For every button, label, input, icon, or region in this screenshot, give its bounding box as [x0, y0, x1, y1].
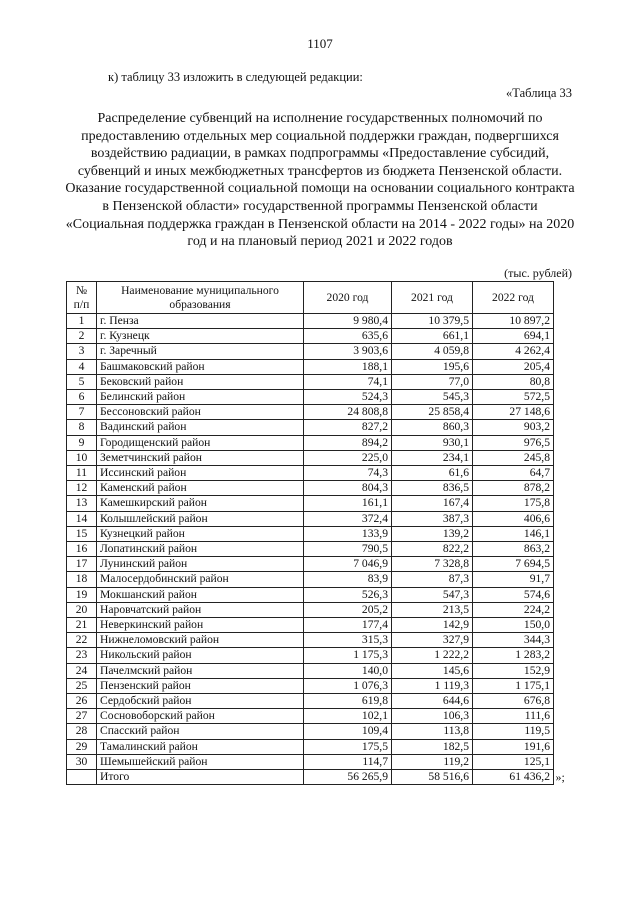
value-2020-cell: 827,2 — [304, 420, 392, 435]
municipality-name-cell: Наровчатский район — [97, 602, 304, 617]
municipality-name-cell: г. Кузнецк — [97, 329, 304, 344]
value-2020-cell: 109,4 — [304, 724, 392, 739]
table-row — [67, 694, 554, 709]
value-2020-cell: 894,2 — [304, 435, 392, 450]
table-row — [67, 754, 554, 769]
value-2020-cell: 225,0 — [304, 450, 392, 465]
value-2021-cell: 661,1 — [392, 329, 473, 344]
municipality-name-cell: Вадинский район — [97, 420, 304, 435]
row-number-cell: 26 — [67, 694, 97, 709]
row-number-cell: 8 — [67, 420, 97, 435]
value-2021-cell: 545,3 — [392, 390, 473, 405]
value-2022-cell: 61 436,2 — [473, 770, 554, 785]
row-number-cell: 14 — [67, 511, 97, 526]
table-body — [67, 314, 554, 785]
row-number-cell: 24 — [67, 663, 97, 678]
value-2021-cell: 327,9 — [392, 633, 473, 648]
value-2022-cell: 903,2 — [473, 420, 554, 435]
municipality-name-cell: г. Заречный — [97, 344, 304, 359]
value-2020-cell: 635,6 — [304, 329, 392, 344]
header-2020: 2020 год — [304, 282, 392, 314]
value-2020-cell: 526,3 — [304, 587, 392, 602]
row-number-cell: 3 — [67, 344, 97, 359]
value-2022-cell: 27 148,6 — [473, 405, 554, 420]
table-row — [67, 420, 554, 435]
header-num: № п/п — [67, 282, 97, 314]
table-row — [67, 405, 554, 420]
value-2020-cell: 188,1 — [304, 359, 392, 374]
row-number-cell: 9 — [67, 435, 97, 450]
value-2021-cell: 58 516,6 — [392, 770, 473, 785]
page-number: 1107 — [307, 36, 333, 51]
municipality-name-cell: Сердобский район — [97, 694, 304, 709]
value-2021-cell: 10 379,5 — [392, 314, 473, 329]
table-row — [67, 587, 554, 602]
table-total-row — [67, 770, 554, 785]
municipality-name-cell: Неверкинский район — [97, 618, 304, 633]
value-2021-cell: 234,1 — [392, 450, 473, 465]
table-row — [67, 724, 554, 739]
municipality-name-cell: Никольский район — [97, 648, 304, 663]
table-row — [67, 678, 554, 693]
value-2022-cell: 694,1 — [473, 329, 554, 344]
value-2022-cell: 406,6 — [473, 511, 554, 526]
row-number-cell — [67, 770, 97, 785]
header-name: Наименование муниципального образования — [97, 282, 304, 314]
municipality-name-cell: Мокшанский район — [97, 587, 304, 602]
municipality-name-cell: Кузнецкий район — [97, 526, 304, 541]
value-2020-cell: 74,3 — [304, 466, 392, 481]
value-2020-cell: 56 265,9 — [304, 770, 392, 785]
row-number-cell: 4 — [67, 359, 97, 374]
value-2021-cell: 1 222,2 — [392, 648, 473, 663]
table-row — [67, 496, 554, 511]
header-2022: 2022 год — [473, 282, 554, 314]
value-2022-cell: 150,0 — [473, 618, 554, 633]
value-2022-cell: 1 283,2 — [473, 648, 554, 663]
table-row — [67, 648, 554, 663]
value-2021-cell: 4 059,8 — [392, 344, 473, 359]
row-number-cell: 11 — [67, 466, 97, 481]
value-2021-cell: 930,1 — [392, 435, 473, 450]
value-2020-cell: 315,3 — [304, 633, 392, 648]
value-2021-cell: 106,3 — [392, 709, 473, 724]
value-2022-cell: 10 897,2 — [473, 314, 554, 329]
value-2021-cell: 61,6 — [392, 466, 473, 481]
row-number-cell: 29 — [67, 739, 97, 754]
value-2022-cell: 111,6 — [473, 709, 554, 724]
value-2021-cell: 25 858,4 — [392, 405, 473, 420]
table-row — [67, 450, 554, 465]
row-number-cell: 10 — [67, 450, 97, 465]
row-number-cell: 6 — [67, 390, 97, 405]
row-number-cell: 5 — [67, 374, 97, 389]
document-title: Распределение субвенций на исполнение государственных полномочий по предоставлению отдельных мер социальной поддержки граждан, подвергшихся воздействию радиации, в рамках подпрограммы «Предоставление субсидий, субвенций и иных межбюджетных трансфертов из бюджета Пензенской области. Оказание государственной социальной помощи на основании социального контракта в Пензенской области» государственной программы Пензенской области «Социальная поддержка граждан в Пензенской области на 2014 - 2022 годы» на 2020 год и на плановый период 2021 и 2022 годов — [65, 111, 575, 250]
value-2022-cell: 146,1 — [473, 526, 554, 541]
value-2021-cell: 113,8 — [392, 724, 473, 739]
value-2022-cell: 119,5 — [473, 724, 554, 739]
value-2021-cell: 145,6 — [392, 663, 473, 678]
value-2021-cell: 822,2 — [392, 542, 473, 557]
table-row — [67, 557, 554, 572]
table-row — [67, 344, 554, 359]
table-row — [67, 739, 554, 754]
value-2020-cell: 74,1 — [304, 374, 392, 389]
table-row — [67, 435, 554, 450]
municipality-name-cell: Городищенский район — [97, 435, 304, 450]
row-number-cell: 18 — [67, 572, 97, 587]
value-2021-cell: 644,6 — [392, 694, 473, 709]
value-2022-cell: 863,2 — [473, 542, 554, 557]
value-2020-cell: 804,3 — [304, 481, 392, 496]
table-row — [67, 329, 554, 344]
municipality-name-cell: Бессоновский район — [97, 405, 304, 420]
value-2020-cell: 102,1 — [304, 709, 392, 724]
table-row — [67, 359, 554, 374]
units-label: (тыс. рублей) — [504, 266, 572, 280]
municipality-name-cell: Лунинский район — [97, 557, 304, 572]
row-number-cell: 25 — [67, 678, 97, 693]
closing-mark: »; — [555, 769, 565, 784]
municipality-name-cell: г. Пенза — [97, 314, 304, 329]
municipality-name-cell: Иссинский район — [97, 466, 304, 481]
row-number-cell: 22 — [67, 633, 97, 648]
table-row — [67, 663, 554, 678]
value-2021-cell: 182,5 — [392, 739, 473, 754]
row-number-cell: 1 — [67, 314, 97, 329]
row-number-cell: 17 — [67, 557, 97, 572]
municipality-name-cell: Малосердобинский район — [97, 572, 304, 587]
value-2020-cell: 790,5 — [304, 542, 392, 557]
table-row — [67, 709, 554, 724]
municipality-name-cell: Камешкирский район — [97, 496, 304, 511]
value-2022-cell: 64,7 — [473, 466, 554, 481]
row-number-cell: 30 — [67, 754, 97, 769]
row-number-cell: 23 — [67, 648, 97, 663]
table-row — [67, 390, 554, 405]
value-2021-cell: 7 328,8 — [392, 557, 473, 572]
value-2020-cell: 24 808,8 — [304, 405, 392, 420]
municipality-name-cell: Бековский район — [97, 374, 304, 389]
value-2020-cell: 161,1 — [304, 496, 392, 511]
row-number-cell: 28 — [67, 724, 97, 739]
municipality-name-cell: Пачелмский район — [97, 663, 304, 678]
table-row — [67, 526, 554, 541]
value-2022-cell: 344,3 — [473, 633, 554, 648]
value-2020-cell: 9 980,4 — [304, 314, 392, 329]
row-number-cell: 21 — [67, 618, 97, 633]
row-number-cell: 20 — [67, 602, 97, 617]
value-2021-cell: 87,3 — [392, 572, 473, 587]
row-number-cell: 19 — [67, 587, 97, 602]
municipality-name-cell: Земетчинский район — [97, 450, 304, 465]
value-2020-cell: 1 076,3 — [304, 678, 392, 693]
value-2021-cell: 547,3 — [392, 587, 473, 602]
table-row — [67, 481, 554, 496]
value-2021-cell: 836,5 — [392, 481, 473, 496]
table-row — [67, 374, 554, 389]
value-2020-cell: 175,5 — [304, 739, 392, 754]
municipality-name-cell: Каменский район — [97, 481, 304, 496]
value-2021-cell: 213,5 — [392, 602, 473, 617]
subvention-table — [66, 281, 554, 785]
value-2022-cell: 4 262,4 — [473, 344, 554, 359]
row-number-cell: 15 — [67, 526, 97, 541]
value-2020-cell: 205,2 — [304, 602, 392, 617]
value-2022-cell: 224,2 — [473, 602, 554, 617]
municipality-name-cell: Белинский район — [97, 390, 304, 405]
value-2022-cell: 976,5 — [473, 435, 554, 450]
value-2022-cell: 572,5 — [473, 390, 554, 405]
value-2021-cell: 195,6 — [392, 359, 473, 374]
value-2020-cell: 524,3 — [304, 390, 392, 405]
table-row — [67, 314, 554, 329]
table-row — [67, 602, 554, 617]
value-2022-cell: 125,1 — [473, 754, 554, 769]
row-number-cell: 7 — [67, 405, 97, 420]
value-2022-cell: 245,8 — [473, 450, 554, 465]
table-row — [67, 572, 554, 587]
table-row — [67, 633, 554, 648]
value-2021-cell: 167,4 — [392, 496, 473, 511]
table-label: «Таблица 33 — [506, 86, 572, 100]
value-2020-cell: 1 175,3 — [304, 648, 392, 663]
value-2021-cell: 1 119,3 — [392, 678, 473, 693]
municipality-name-cell: Итого — [97, 770, 304, 785]
table-row — [67, 542, 554, 557]
value-2022-cell: 7 694,5 — [473, 557, 554, 572]
row-number-cell: 27 — [67, 709, 97, 724]
table-row — [67, 618, 554, 633]
municipality-name-cell: Нижнеломовский район — [97, 633, 304, 648]
row-number-cell: 12 — [67, 481, 97, 496]
value-2021-cell: 142,9 — [392, 618, 473, 633]
municipality-name-cell: Колышлейский район — [97, 511, 304, 526]
table-row — [67, 511, 554, 526]
value-2022-cell: 152,9 — [473, 663, 554, 678]
instruction-text: к) таблицу 33 изложить в следующей редакции: — [108, 70, 363, 84]
row-number-cell: 16 — [67, 542, 97, 557]
municipality-name-cell: Башмаковский район — [97, 359, 304, 374]
header-2021: 2021 год — [392, 282, 473, 314]
municipality-name-cell: Спасский район — [97, 724, 304, 739]
value-2020-cell: 133,9 — [304, 526, 392, 541]
municipality-name-cell: Тамалинский район — [97, 739, 304, 754]
table-header-row — [67, 282, 554, 314]
value-2022-cell: 676,8 — [473, 694, 554, 709]
value-2021-cell: 860,3 — [392, 420, 473, 435]
value-2020-cell: 7 046,9 — [304, 557, 392, 572]
value-2021-cell: 387,3 — [392, 511, 473, 526]
value-2020-cell: 140,0 — [304, 663, 392, 678]
value-2022-cell: 574,6 — [473, 587, 554, 602]
value-2022-cell: 878,2 — [473, 481, 554, 496]
value-2021-cell: 119,2 — [392, 754, 473, 769]
value-2021-cell: 139,2 — [392, 526, 473, 541]
value-2022-cell: 91,7 — [473, 572, 554, 587]
value-2020-cell: 114,7 — [304, 754, 392, 769]
subvention-table-container — [66, 281, 554, 785]
value-2022-cell: 1 175,1 — [473, 678, 554, 693]
row-number-cell: 2 — [67, 329, 97, 344]
value-2022-cell: 191,6 — [473, 739, 554, 754]
municipality-name-cell: Лопатинский район — [97, 542, 304, 557]
value-2020-cell: 83,9 — [304, 572, 392, 587]
municipality-name-cell: Сосновоборский район — [97, 709, 304, 724]
municipality-name-cell: Пензенский район — [97, 678, 304, 693]
value-2022-cell: 175,8 — [473, 496, 554, 511]
table-row — [67, 466, 554, 481]
value-2022-cell: 205,4 — [473, 359, 554, 374]
value-2021-cell: 77,0 — [392, 374, 473, 389]
row-number-cell: 13 — [67, 496, 97, 511]
value-2020-cell: 177,4 — [304, 618, 392, 633]
value-2020-cell: 619,8 — [304, 694, 392, 709]
value-2020-cell: 3 903,6 — [304, 344, 392, 359]
value-2020-cell: 372,4 — [304, 511, 392, 526]
value-2022-cell: 80,8 — [473, 374, 554, 389]
municipality-name-cell: Шемышейский район — [97, 754, 304, 769]
